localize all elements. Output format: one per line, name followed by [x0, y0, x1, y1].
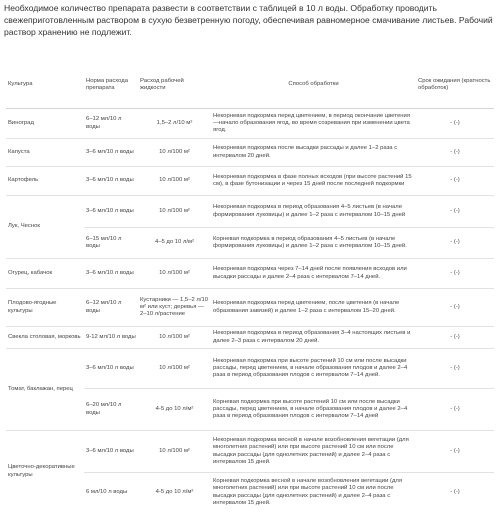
cell-method: Некорневая подкормка в период образования 3–4 настоящих листьев и далее 2–3 раза с интервалом 20 дней.	[211, 327, 416, 349]
cell-method: Некорневая подкормка перед цветением, в период окончание цветения—начало образования ягод, во время созревания при изменении цвета ягод.	[211, 109, 416, 139]
cell-flow: Кустарники — 1,5–2 л/10 м² или куст; деревья — 2–10 л/растение	[138, 289, 211, 327]
cell-flow: 4-5 до 10 л/м²	[138, 389, 211, 431]
cell-norm: 3–6 мл/10 л воды	[84, 167, 138, 196]
cell-method: Корневая подкормка при высоте растений 10 см или после высадки рассады, перед цветением, в начале образования плодов и далее 2–4 раза в период образования плодов с интервалом 7–14 дней	[211, 389, 416, 431]
cell-method: Некорневая подкормка весной в начале возобновления вегетации (для многолетних растений) или при высоте растений 10 см или после высадки рассады (для однолетних растений) и далее 2–4 раза с интервалом 15 дней.	[211, 431, 416, 473]
cell-method: Некорневая подкормка после высадки рассады и далее 1–2 раза с интервалом 20 дней.	[211, 139, 416, 167]
cell-method: Некорневая подкормка в период образования 4–5 листьев (в начале формирования луковицы) и далее 1–2 раза с интервалом 10–15 дней	[211, 196, 416, 228]
cell-wait: - (-)	[450, 489, 460, 496]
cell-crop: Картофель	[6, 167, 84, 196]
cell-crop: Томат, баклажан, перец	[6, 349, 84, 431]
cell-wait: - (-)	[416, 259, 494, 289]
cell-crop: Лук, Чеснок	[6, 196, 84, 259]
cell-crop: Виноград	[6, 109, 84, 139]
cell-norm: 6–12 мл/10 л воды	[84, 289, 138, 327]
header-method: Способ обработки	[211, 62, 416, 109]
header-flow: Расход рабочей жидкости	[138, 62, 211, 109]
table-row	[6, 109, 494, 139]
cell-method: Корневая подкормка в период образования 4–5 листьев (в начале формирования луковицы) и далее 1–2 раза с интервалом 10–15 дней.	[211, 228, 416, 259]
cell-flow: 4–5 до 10 л/м²	[138, 228, 211, 259]
table-row	[6, 259, 494, 289]
cell-method: Некорневая подкормка при высоте растений 10 см или после высадки рассады, перед цветением, в начале образования плодов и далее 2–4 раза в период образования плодов с интервалом 7–14 дней.	[211, 349, 416, 389]
cell-method: Некорневая подкормка в фазе полных всходов (при высоте растений 15 см), в фазе бутонизации и через 15 дней после последней подкормки	[211, 167, 416, 196]
cell-method: Некорневая подкормка перед цветением, после цветения (в начале образования завязей) и далее 1–2 раза с интервалом 15–20 дней.	[211, 289, 416, 327]
dosage-table	[6, 62, 494, 513]
cell-norm: 3–6 мл/10 л воды	[84, 349, 138, 389]
cell-norm: 6–15 мл/10 л воды	[84, 228, 138, 259]
cell-flow: 10 л/100 м²	[138, 259, 211, 289]
cell-wait: - (-)	[416, 167, 494, 196]
cell-wait: - (-)	[416, 389, 494, 431]
cell-crop: Капуста	[6, 139, 84, 167]
cell-method: Корневая подкормка весной в начале возобновления вегетации (для многолетних растений) или при высоте растений 10 см или после высадки рассады (для однолетних растений) и далее 2–4 раза с интервалом 15 дней.	[213, 478, 403, 507]
cell-norm: 3–6 мл/10 л воды	[84, 139, 138, 167]
cell-method: Некорневая подкормка через 7–14 дней после появления всходов или высадки рассады и далее 2–4 раза с интервалом 7–14 дней.	[211, 259, 416, 289]
cell-flow: 10 л/100 м²	[138, 139, 211, 167]
table-row	[6, 431, 494, 473]
table-row	[6, 167, 494, 196]
header-crop: Культура	[6, 62, 84, 109]
table-row	[6, 349, 494, 389]
cell-norm: 3–6 мл/10 л воды	[84, 431, 138, 473]
cell-wait: - (-)	[416, 431, 494, 473]
table-row	[6, 327, 494, 349]
cell-flow: 1,5–2 л/10 м²	[138, 109, 211, 139]
cell-wait: - (-)	[416, 109, 494, 139]
cell-flow: 4-5 до 10 л/м²	[155, 489, 194, 496]
table-row	[6, 139, 494, 167]
cell-wait: - (-)	[416, 196, 494, 228]
cell-flow: 10 л/100 м²	[138, 349, 211, 389]
cell-crop: Огурец, кабачок	[6, 259, 84, 289]
cell-norm: 6–12 мл/10 л воды	[84, 109, 138, 139]
cell-wait: - (-)	[416, 349, 494, 389]
cell-norm: 9-12 мл/10 л воды	[84, 327, 138, 349]
cell-norm: 3–6 мл/10 л воды	[84, 259, 138, 289]
header-wait: Срок ожидания (кратность обработок)	[416, 62, 494, 109]
cell-flow: 10 л/100 м²	[138, 196, 211, 228]
cell-wait: - (-)	[416, 139, 494, 167]
cell-norm: 6–20 мл/10 л воды	[84, 389, 138, 431]
cell-wait: - (-)	[416, 327, 494, 349]
table-header-row	[6, 62, 494, 109]
cell-crop: Цветочно-декоративные культуры	[8, 464, 75, 478]
cell-wait: - (-)	[416, 289, 494, 327]
cell-crop: Свекла столовая, морковь	[6, 327, 84, 349]
table-row	[6, 196, 494, 228]
cell-crop: Плодово-ягодные культуры	[6, 289, 84, 327]
cell-flow: 10 л/100 м²	[138, 167, 211, 196]
table-row	[6, 289, 494, 327]
cell-norm: 6 мл/10 л воды	[86, 489, 128, 496]
header-norm: Норма расхода препарата	[84, 62, 138, 109]
instructions-text: Необходимое количество препарата развести в соответствии с таблицей в 10 л воды. Обработку проводить свежеприготовленным раствором в сухую безветренную погоду, обеспечивая равномерное смачивание листьев. Рабочий раствор хранению не подлежит.	[4, 3, 493, 37]
cell-wait: - (-)	[416, 228, 494, 259]
cell-flow: 10 л/100 м²	[138, 327, 211, 349]
cell-norm: 3–6 мл/10 л воды	[84, 196, 138, 228]
cell-flow: 10 л/100 м²	[138, 431, 211, 473]
